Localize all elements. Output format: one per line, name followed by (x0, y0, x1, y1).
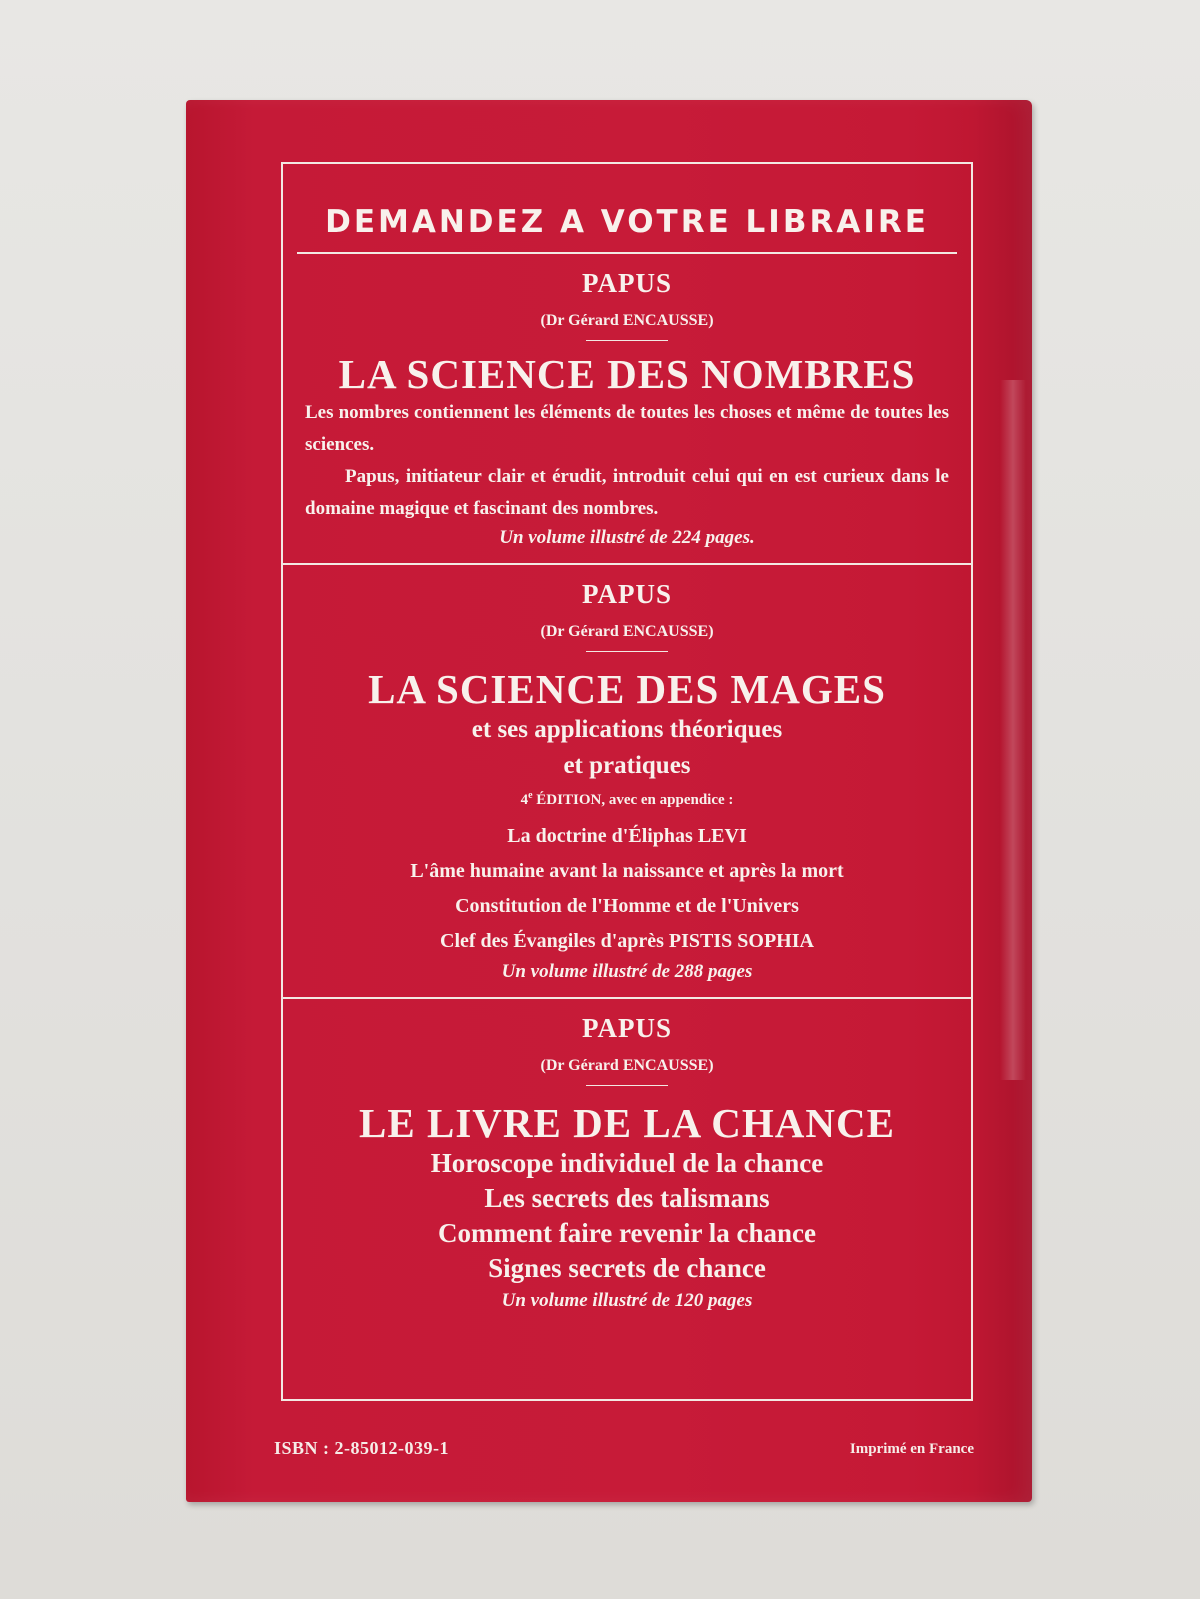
header-rule (297, 252, 957, 254)
book-description: Papus, initiateur clair et érudit, introduit celui qui en est curieux dans le domaine magique et fascinant des nombres. (305, 466, 949, 519)
cover-frame (281, 162, 973, 1401)
section-divider (283, 997, 971, 999)
book-feature-line: Les secrets des talismans (484, 1183, 770, 1213)
section-divider (283, 563, 971, 565)
book-feature-line: Signes secrets de chance (488, 1253, 766, 1283)
short-rule (586, 340, 668, 341)
book-volume-info: Un volume illustré de 288 pages (501, 961, 753, 982)
short-rule (586, 651, 668, 652)
book-section-mages (283, 579, 971, 983)
book-author-realname: (Dr Gérard ENCAUSSE) (540, 623, 714, 640)
short-rule (586, 1085, 668, 1086)
appendix-item: Constitution de l'Homme et de l'Univers (455, 895, 799, 917)
edition-number: 4 (520, 792, 529, 808)
book-section-chance (283, 1013, 971, 1312)
isbn-number: ISBN : 2-85012-039-1 (274, 1438, 449, 1458)
edition-text: ÉDITION, avec en appendice : (532, 792, 734, 808)
book-author-realname: (Dr Gérard ENCAUSSE) (540, 312, 714, 329)
book-subtitle-line: et ses applications théoriques (471, 716, 783, 743)
book-author: PAPUS (582, 579, 672, 609)
book-title: LA SCIENCE DES MAGES (368, 666, 886, 712)
book-back-cover (186, 100, 1032, 1502)
book-subtitle-line: et pratiques (563, 752, 691, 779)
book-description: Les nombres contiennent les éléments de toutes les choses et même de toutes les sciences. (305, 402, 949, 455)
appendix-item: L'âme humaine avant la naissance et après la mort (410, 860, 844, 882)
light-glare (1000, 380, 1026, 1080)
book-title: LA SCIENCE DES NOMBRES (338, 351, 916, 397)
book-author: PAPUS (582, 268, 672, 298)
book-author-realname: (Dr Gérard ENCAUSSE) (540, 1057, 714, 1074)
cover-header: DEMANDEZ A VOTRE LIBRAIRE (325, 204, 929, 240)
book-author: PAPUS (582, 1013, 672, 1043)
printed-in-france: Imprimé en France (849, 1441, 974, 1457)
book-feature-line: Horoscope individuel de la chance (430, 1148, 824, 1178)
edition-superscript: e (528, 790, 533, 801)
book-edition (297, 790, 957, 809)
appendix-item: Clef des Évangiles d'après PISTIS SOPHIA (440, 930, 814, 952)
book-volume-info: Un volume illustré de 224 pages. (499, 527, 755, 548)
book-feature-line: Comment faire revenir la chance (438, 1218, 816, 1248)
book-volume-info: Un volume illustré de 120 pages (501, 1290, 753, 1311)
book-title: LE LIVRE DE LA CHANCE (359, 1100, 895, 1146)
book-section-nombres (283, 268, 971, 549)
appendix-item: La doctrine d'Éliphas LEVI (507, 825, 747, 847)
